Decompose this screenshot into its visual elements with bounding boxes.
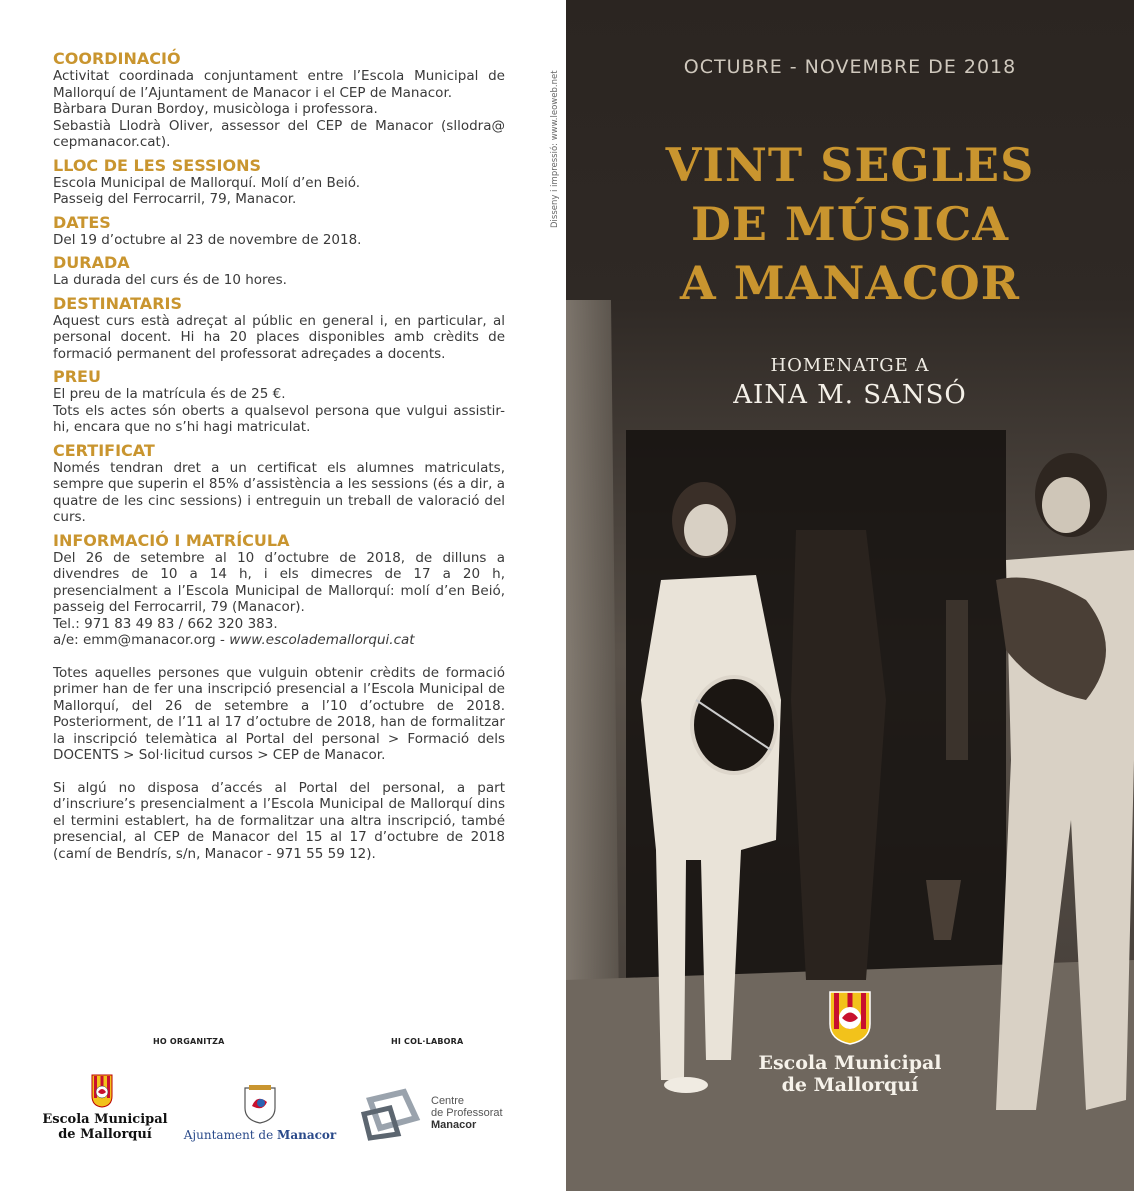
certificat-title: CERTIFICAT [53, 440, 155, 460]
cover-school-line1: Escola Municipal [758, 1052, 942, 1074]
design-credit [546, 40, 558, 240]
cep-line1: Centre [431, 1095, 465, 1107]
destinataris-text: Aquest curs està adreçat al públic en general i, en particular, al personal docent. Hi ha 20 places disponibles amb crèdits de formació permanent del professorat adreçades a docents. [53, 312, 505, 362]
ajuntament-logo-text [180, 1128, 340, 1142]
cover-title-line: DE MÚSICA [690, 197, 1010, 251]
dates-text: Del 19 d’octubre al 23 de novembre de 2018. [53, 231, 362, 248]
cep-line2: de Professorat [431, 1107, 503, 1119]
cover-shield-icon [828, 990, 872, 1046]
emm-shield-icon [91, 1074, 113, 1108]
preu-title: PREU [53, 367, 101, 386]
emm-logo-text [30, 1112, 180, 1142]
cover-school-name [566, 1052, 1134, 1096]
informacio-text: Del 26 de setembre al 10 d’octubre de 2018, de dilluns a divendres de 10 a 14 h, i els dimecres de 17 a 20 h, presencialment a l’Escola Municipal de Mallorquí: molí d’en Beió, passeig del Ferrocarril, 79 (Manacor). [53, 549, 505, 615]
cover-panel [566, 0, 1134, 1191]
info-panel [0, 0, 566, 1191]
organitza-label: HO ORGANITZA [153, 1037, 225, 1046]
coordinacio-line: Activitat coordinada conjuntament entre l’Escola Municipal de Mallorquí de l’Ajuntament de Manacor i el CEP de Manacor. [53, 68, 505, 101]
certificat-text: Només tendran dret a un certificat els alumnes matriculats, sempre que superin el 85% d’assistència a les sessions (és a dir, a quatre de les cinc sessions) i entreguin un treball de valoració del curs. [53, 459, 505, 525]
coordinacio-line: Bàrbara Duran Bordoy, musicòloga i professora. [53, 101, 378, 117]
emm-logo-line2: de Mallorquí [58, 1127, 152, 1142]
cover-school-line2: de Mallorquí [781, 1074, 919, 1096]
portal-paragraph: Si algú no disposa d’accés al Portal del personal, a part d’inscriure’s presencialment a l’Escola Municipal de Mallorquí dins el termini establert, ha de formalitzar una altra inscripció, també presencial, al CEP de Manacor del 15 al 17 d’octubre de 2018 (camí de Bendrís, s/n, Manacor - 971 55 59 12). [53, 779, 505, 862]
collabora-label: HI COL·LABORA [391, 1037, 464, 1046]
homenatge-label: HOMENATGE A [770, 355, 930, 376]
ajuntament-city: Manacor [277, 1128, 337, 1142]
honoree-name: AINA M. SANSÓ [733, 380, 967, 410]
cep-logo-icon [360, 1088, 426, 1142]
info-content [53, 50, 505, 862]
design-credit-text: Disseny i impressió: www.leoweb.net [550, 70, 560, 228]
preu-line: Tots els actes són oberts a qualsevol persona que vulgui assistir-hi, encara que no s’hi hagi matriculat. [53, 402, 505, 435]
cover-date: OCTUBRE - NOVEMBRE DE 2018 [683, 56, 1017, 78]
credits-paragraph: Totes aquelles persones que vulguin obtenir crèdits de formació primer han de fer una inscripció presencial a l’Escola Municipal de Mallorquí, del 26 de setembre a l’10 d’octubre de 2018. Posteriorment, de l’11 al 17 d’octubre de 2018, han de formalitzar la inscripció telemàtica al Portal del personal > Formació dels DOCENTS > Sol·licitud cursos > CEP de Manacor. [53, 664, 505, 763]
ajuntament-name: Ajuntament de [183, 1128, 278, 1142]
cep-line3: Manacor [431, 1119, 477, 1131]
informacio-contact [53, 632, 505, 649]
destinataris-title: DESTINATARIS [53, 293, 182, 313]
lloc-line: Passeig del Ferrocarril, 79, Manacor. [53, 191, 297, 207]
email-text: a/e: emm@manacor.org - [53, 632, 230, 648]
cep-logo-text [431, 1095, 503, 1131]
preu-line: El preu de la matrícula és de 25 €. [53, 386, 286, 402]
cover-title-line: VINT SEGLES [665, 138, 1035, 192]
emm-logo-line1: Escola Municipal [42, 1112, 168, 1127]
website-link[interactable]: www.escolademallorqui.cat [229, 632, 415, 648]
cover-title [566, 136, 1134, 313]
durada-title: DURADA [53, 253, 130, 272]
coordinacio-line: Sebastià Llodrà Oliver, assessor del CEP de Manacor (sllodra@ cepmanacor.cat). [53, 117, 505, 150]
durada-text: La durada del curs és de 10 hores. [53, 272, 287, 288]
informacio-title: INFORMACIÓ I MATRÍCULA [53, 530, 290, 550]
ajuntament-shield-icon [243, 1084, 277, 1124]
coordinacio-title: COORDINACIÓ [53, 49, 181, 68]
informacio-tel: Tel.: 971 83 49 83 / 662 320 383. [53, 615, 278, 632]
dates-title: DATES [53, 212, 111, 232]
lloc-title: LLOC DE LES SESSIONS [53, 155, 261, 175]
cover-title-line: A MANACOR [680, 256, 1020, 310]
lloc-line: Escola Municipal de Mallorquí. Molí d’en Beió. [53, 174, 361, 191]
